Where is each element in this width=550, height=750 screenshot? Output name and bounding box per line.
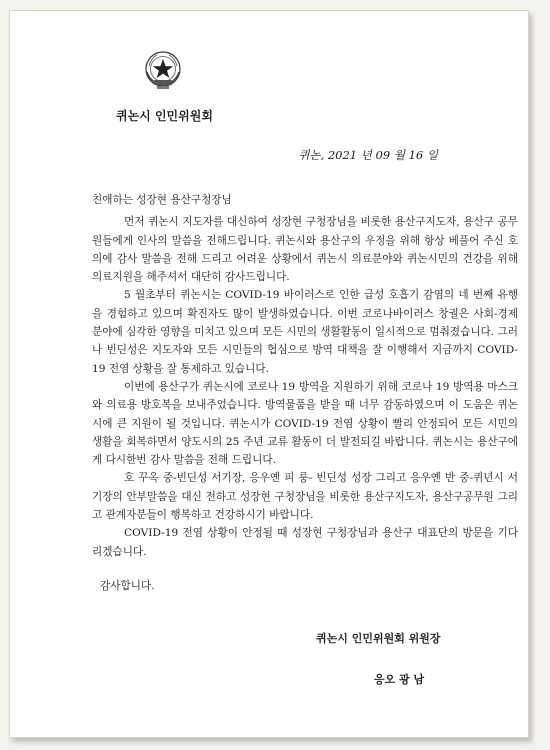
- signer-name: 응오 광 남: [374, 673, 425, 686]
- national-emblem-icon: [141, 48, 185, 92]
- paragraph: 호 꾸옥 중-빈딘성 서기장, 응우옌 피 룽- 빈딘성 성장 그리고 응우옌 반 중-퀴년시 서기장의 안부말씀을 대신 전하고 성장현 구청장님을 비롯한 용산구지도자, 용산구공무원 그리고 관계자분들이 행복하고 건강하시기 바랍니다.: [92, 472, 518, 522]
- signer-title: 퀴논시 인민위원회 위원장: [316, 632, 441, 645]
- issuing-organization: 퀴논시 인민위원회: [116, 109, 213, 123]
- paragraph: 먼저 퀴논시 지도자를 대신하여 성장현 구청장님을 비롯한 용산구지도자, 용산구 공무원들에게 인사의 말씀을 전해드립니다. 퀴논시와 용산구의 우정을 위해 항상 베풀어 주신 호의에 감사 말씀을 전해 드리고 어려운 상황에서 퀴논시 의료분야와 퀴논시민의 건강을 위해 의료지원을 해주셔서 대단히 감사드립니다.: [92, 216, 518, 284]
- closing: 감사합니다.: [100, 579, 155, 592]
- letter-page: [9, 10, 529, 738]
- paragraph: 이번에 용산구가 퀴논시에 코로나 19 방역을 지원하기 위해 코로나 19 방역용 마스크와 의료용 방호복을 보내주었습니다. 방역물품을 받을 때 너무 감동하였으며 이 도움은 퀴논시에 큰 지원이 될 것입니다. 퀴논시가 COVID-19 전염 상황이 빨리 안정되어 모든 시민의 생활을 회복하면서 양도시의 25 주년 교류 활동이 더 발전되길 바랍니다. 퀴논시는 용산구에게 다시한번 감사 말씀을 전해 드립니다.: [92, 380, 518, 467]
- letter-body: [92, 191, 518, 595]
- letter-date: 퀴논, 2021 년 09 월 16 일: [298, 148, 438, 162]
- paragraph: COVID-19 전염 상황이 안정될 때 성장현 구청장님과 용산구 대표단의 방문을 기다리겠습니다.: [92, 527, 518, 558]
- salutation: 친애하는 성장현 용산구청장님: [92, 194, 232, 206]
- paragraph: 5 월초부터 퀴논시는 COVID-19 바이러스로 인한 급성 호흡기 감염의 네 번째 유행을 경험하고 있으며 확진자도 많이 발생하였습니다. 이번 코로나바이러스 창궐은 사회-경제분야에 심각한 영향을 미치고 있으며 모든 시민의 생활활동이 일시적으로 멈춰졌습니다. 그러나 빈딘성은 지도자와 모든 시민들의 협심으로 방역 대책을 잘 이행해서 지금까지 COVID-19 전염 상황을 잘 통제하고 있습니다.: [92, 289, 518, 375]
